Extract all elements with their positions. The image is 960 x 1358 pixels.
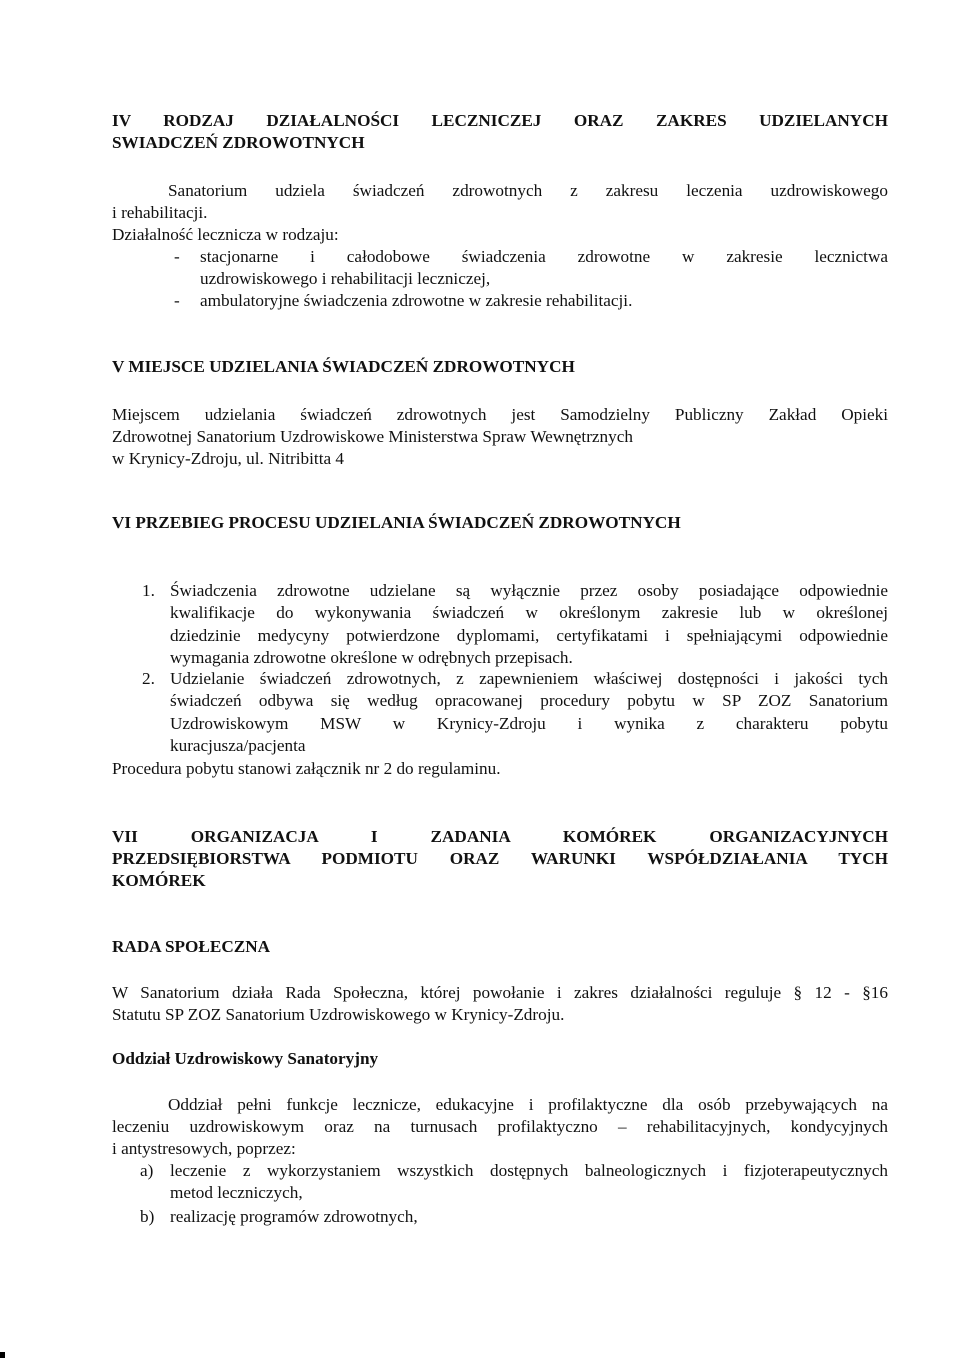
section-v-heading: V MIEJSCE UDZIELANIA ŚWIADCZEŃ ZDROWOTNYCH [112,357,575,376]
list-dash: - [174,247,180,266]
item-number: 2. [142,669,155,688]
list-item-line1: stacjonarne i całodobowe świadczenia zdrowotne w zakresie lecznictwa [200,247,888,266]
item-line: wymagania zdrowotne określone w odrębnych przepisach. [170,648,573,668]
item-letter: a) [140,1161,154,1180]
item-line: Świadczenia zdrowotne udzielane są wyłącznie przez osoby posiadające odpowiednie [170,581,888,600]
section-vii-heading-line1: VII ORGANIZACJA I ZADANIA KOMÓREK ORGANIZACYJNYCH [112,827,888,846]
section-iv-intro-line2: i rehabilitacji. [112,203,208,222]
rada-line1: W Sanatorium działa Rada Społeczna, której powołanie i zakres działalności reguluje § 12 - §16 [112,983,888,1002]
item-line: kuracjusza/pacjenta [170,736,306,756]
item-line: realizację programów zdrowotnych, [170,1207,418,1226]
section-vi-heading: VI PRZEBIEG PROCESU UDZIELANIA ŚWIADCZEŃ ZDROWOTNYCH [112,513,681,532]
item-letter: b) [140,1207,155,1226]
rada-heading: RADA SPOŁECZNA [112,937,271,956]
oddzial-line3: i antystresowych, poprzez: [112,1139,296,1158]
item-line: leczenie z wykorzystaniem wszystkich dostępnych balneologicznych i fizjoterapeutycznych [170,1161,888,1180]
section-v-line2: Zdrowotnej Sanatorium Uzdrowiskowe Ministerstwa Spraw Wewnętrznych [112,427,633,446]
item-line: Udzielanie świadczeń zdrowotnych, z zapewnieniem właściwej dostępności i jakości tych [170,669,888,688]
section-vi-footer: Procedura pobytu stanowi załącznik nr 2 do regulaminu. [112,759,501,778]
rada-line2: Statutu SP ZOZ Sanatorium Uzdrowiskowego w Krynicy-Zdroju. [112,1005,565,1024]
list-dash: - [174,291,180,310]
item-number: 1. [142,581,155,600]
section-iv-kind-label: Działalność lecznicza w rodzaju: [112,225,339,244]
list-item-line2: uzdrowiskowego i rehabilitacji leczniczej, [200,269,491,289]
oddzial-heading: Oddział Uzdrowiskowy Sanatoryjny [112,1049,379,1068]
oddzial-line1: Oddział pełni funkcje lecznicze, edukacyjne i profilaktyczne dla osób przebywających na [168,1095,888,1114]
item-line: dziedzinie medycyny potwierdzone dyplomami, certyfikatami i spełniającymi odpowiednie [170,625,888,645]
section-iv-intro-line1: Sanatorium udziela świadczeń zdrowotnych z zakresu leczenia uzdrowiskowego [168,181,888,200]
section-vi-item-2 [142,668,888,758]
oddzial-line2: leczeniu uzdrowiskowym oraz na turnusach profilaktyczno – rehabilitacyjnych, kondycyjnych [112,1117,888,1136]
section-iv-list-item [174,290,888,312]
item-line: metod leczniczych, [170,1183,303,1203]
oddzial-list-item-a [140,1160,888,1205]
scan-corner-mark [0,1352,5,1358]
section-vii-heading-line2: PRZEDSIĘBIORSTWA PODMIOTU ORAZ WARUNKI WSPÓŁDZIAŁANIA TYCH [112,849,888,868]
section-iv-list-item [174,246,888,291]
section-vi-item-1 [142,580,888,670]
section-v-line3: w Krynicy-Zdroju, ul. Nitribitta 4 [112,449,344,468]
item-line: świadczeń odbywa się według opracowanej procedury pobytu w SP ZOZ Sanatorium [170,691,888,711]
section-vii-heading-line3: KOMÓREK [112,871,206,890]
list-item-line1: ambulatoryjne świadczenia zdrowotne w zakresie rehabilitacji. [200,291,633,310]
oddzial-list-item-b [140,1206,888,1228]
item-line: kwalifikacje do wykonywania świadczeń w określonym zakresie lub w określonej [170,603,888,623]
item-line: Uzdrowiskowym MSW w Krynicy-Zdroju i wynika z charakteru pobytu [170,713,888,733]
section-iv-heading-line2: SWIADCZEŃ ZDROWOTNYCH [112,133,365,152]
section-iv-heading-line1: IV RODZAJ DZIAŁALNOŚCI LECZNICZEJ ORAZ ZAKRES UDZIELANYCH [112,111,888,130]
section-v-line1: Miejscem udzielania świadczeń zdrowotnych jest Samodzielny Publiczny Zakład Opieki [112,405,888,424]
